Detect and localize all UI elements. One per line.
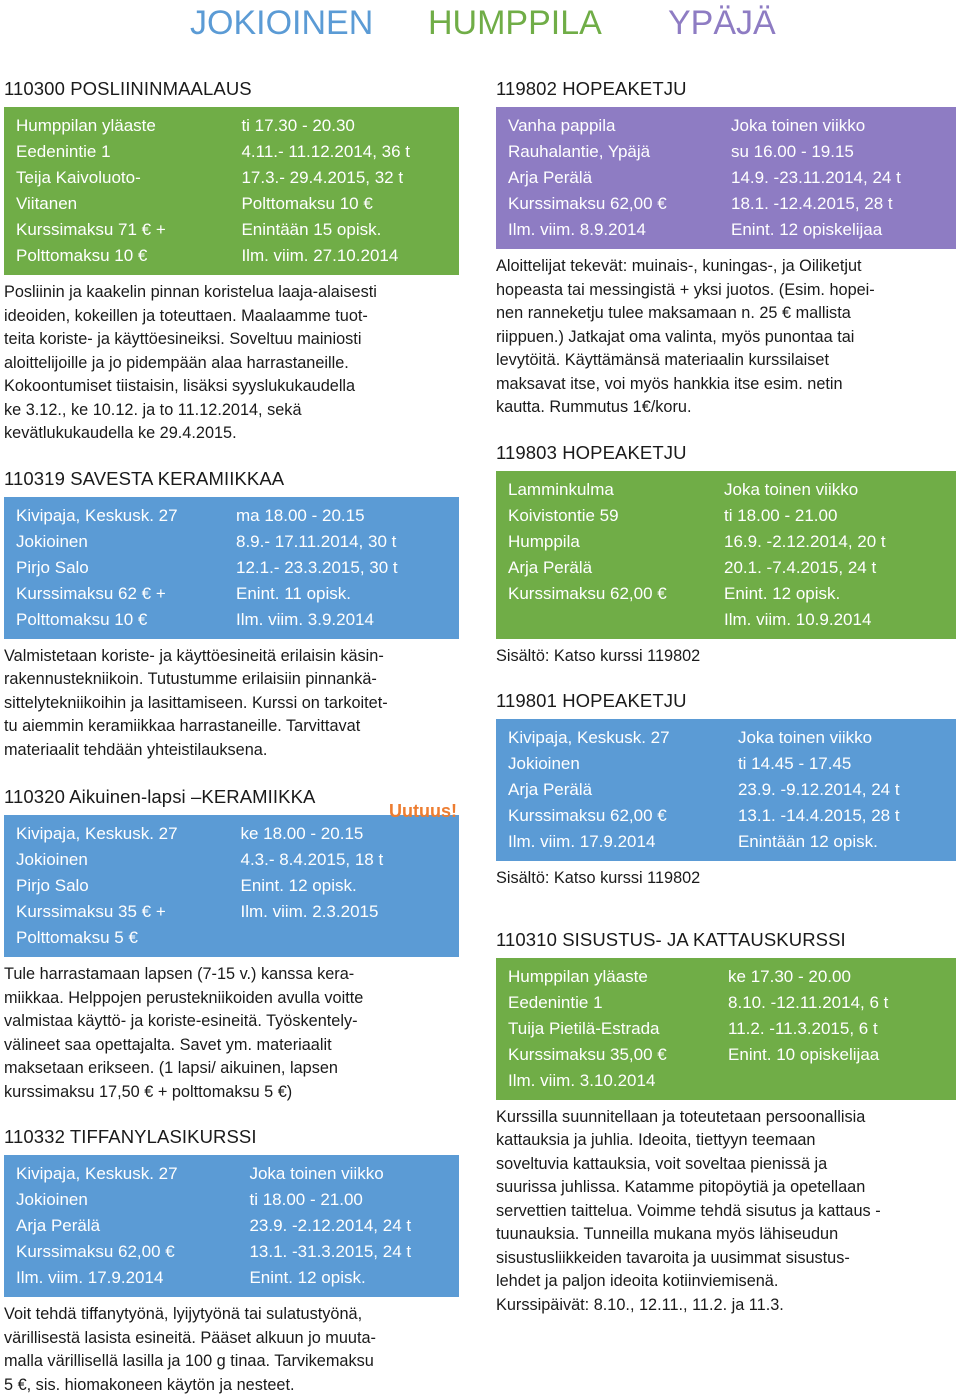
description-line: teita koriste- ja käyttöesineiksi. Soveltuu mainiosti <box>4 328 459 352</box>
info-line: 8.10. -12.11.2014, 6 t <box>728 990 956 1016</box>
info-line <box>508 607 724 633</box>
course-description <box>4 963 459 1104</box>
description-line: Valmistetaan koriste- ja käyttöesineitä erilaisin käsin- <box>4 645 459 669</box>
course-110300 <box>4 78 459 446</box>
info-line: 16.9. -2.12.2014, 20 t <box>724 529 944 555</box>
description-line: materiaalit tehdään yhteistilauksena. <box>4 739 459 763</box>
info-line: 23.9. -2.12.2014, 24 t <box>249 1213 459 1239</box>
info-line: Tuija Pietilä-Estrada <box>508 1016 728 1042</box>
course-title: 119801 HOPEAKETJU <box>496 690 956 712</box>
info-line: ke 18.00 - 20.15 <box>240 821 459 847</box>
info-line: ti 18.00 - 21.00 <box>249 1187 459 1213</box>
info-line: Kurssimaksu 71 € + <box>16 217 241 243</box>
description-line: valmistaa käyttö- ja koriste-esineitä. Työskentely- <box>4 1010 459 1034</box>
info-line: Kivipaja, Keskusk. 27 <box>16 821 240 847</box>
description-line: Kurssipäivät: 8.10., 12.11., 11.2. ja 11.3. <box>496 1294 956 1318</box>
course-description <box>496 255 956 420</box>
info-line: Ilm. viim. 17.9.2014 <box>508 829 738 855</box>
info-line: Enint. 12 opisk. <box>724 581 944 607</box>
description-line: Aloittelijat tekevät: muinais-, kuningas-, ja Oiliketjut <box>496 255 956 279</box>
description-line: nen ranneketju tulee maksamaan n. 25 € mallista <box>496 302 956 326</box>
info-line: Polttomaksu 10 € <box>16 243 241 269</box>
description-line: 5 €, sis. hiomakoneen käytön ja nesteet. <box>4 1374 459 1397</box>
course-info-right <box>249 1161 459 1291</box>
course-info-box <box>496 719 956 861</box>
info-line: 13.1. -31.3.2015, 24 t <box>249 1239 459 1265</box>
info-line: Kurssimaksu 62,00 € <box>508 581 724 607</box>
description-line: lehdet ja paljon ideoita kotiinviemisenä. <box>496 1270 956 1294</box>
info-line: Enint. 12 opisk. <box>240 873 459 899</box>
info-line: Jokioinen <box>16 847 240 873</box>
description-line: Kurssilla suunnitellaan ja toteutetaan persoonallisia <box>496 1106 956 1130</box>
course-110319 <box>4 468 459 763</box>
info-line: 13.1. -14.4.2015, 28 t <box>738 803 956 829</box>
info-line: Ilm. viim. 3.9.2014 <box>236 607 456 633</box>
course-info-box <box>4 815 459 957</box>
info-line: Polttomaksu 5 € <box>16 925 240 951</box>
course-info-left <box>16 1161 249 1291</box>
course-info-right <box>738 725 956 855</box>
info-line: 11.2. -11.3.2015, 6 t <box>728 1016 956 1042</box>
course-info-left <box>16 503 236 633</box>
info-line: 4.11.- 11.12.2014, 36 t <box>241 139 459 165</box>
info-line: Kurssimaksu 62,00 € <box>508 191 731 217</box>
description-line: levytöitä. Käyttämänsä materiaalin kurssilaiset <box>496 349 956 373</box>
info-line: Enint. 12 opisk. <box>249 1265 459 1291</box>
info-line: Enint. 11 opisk. <box>236 581 456 607</box>
description-line: kevätlukukaudella ke 29.4.2015. <box>4 422 459 446</box>
info-line: 14.9. -23.11.2014, 24 t <box>731 165 956 191</box>
info-line: Kurssimaksu 35 € + <box>16 899 240 925</box>
info-line: Pirjo Salo <box>16 873 240 899</box>
course-info-box <box>4 107 459 275</box>
info-line: 4.3.- 8.4.2015, 18 t <box>240 847 459 873</box>
info-line: Joka toinen viikko <box>731 113 956 139</box>
info-line: Kurssimaksu 62,00 € <box>508 803 738 829</box>
course-title: 110320 Aikuinen-lapsi –KERAMIIKKA <box>4 786 459 808</box>
info-line: ma 18.00 - 20.15 <box>236 503 456 529</box>
new-badge: Uutuus! <box>389 801 457 822</box>
course-title: 110310 SISUSTUS- JA KATTAUSKURSSI <box>496 929 956 951</box>
info-line: Arja Perälä <box>508 555 724 581</box>
description-line: aloittelijoille ja jo pidempään alaa harrastaneille. <box>4 352 459 376</box>
info-line: Ilm. viim. 3.10.2014 <box>508 1068 728 1094</box>
left-column <box>4 78 459 1397</box>
info-line: 20.1. -7.4.2015, 24 t <box>724 555 944 581</box>
info-line: Jokioinen <box>508 751 738 777</box>
right-column <box>496 78 956 1317</box>
course-title: 110300 POSLIININMAALAUS <box>4 78 459 100</box>
description-line: maksetaan erikseen. (1 lapsi/ aikuinen, lapsen <box>4 1057 459 1081</box>
course-info-right <box>728 964 956 1094</box>
info-line: Viitanen <box>16 191 241 217</box>
description-line: soveltuvia kattauksia, voit soveltaa pienissä ja <box>496 1153 956 1177</box>
course-info-right <box>241 113 459 269</box>
course-info-left <box>16 821 240 951</box>
info-line: Ilm. viim. 17.9.2014 <box>16 1265 249 1291</box>
course-info-box <box>496 107 956 249</box>
info-line: Enint. 12 opiskelijaa <box>731 217 956 243</box>
course-110310 <box>496 929 956 1318</box>
description-line: malla värillisellä lasilla ja 100 g tinaa. Tarvikemaksu <box>4 1350 459 1374</box>
header-jokioinen: JOKIOINEN <box>190 2 373 44</box>
description-line: Sisältö: Katso kurssi 119802 <box>496 867 956 891</box>
description-line: kurssimaksu 17,50 € + polttomaksu 5 €) <box>4 1081 459 1105</box>
description-line: servettien taittelua. Voimme tehdä sisutus ja kattaus - <box>496 1200 956 1224</box>
info-line: Ilm. viim. 10.9.2014 <box>724 607 944 633</box>
info-line: Humppilan yläaste <box>16 113 241 139</box>
info-line: Koivistontie 59 <box>508 503 724 529</box>
info-line: Kurssimaksu 62 € + <box>16 581 236 607</box>
course-description <box>496 645 956 669</box>
info-line: Arja Perälä <box>16 1213 249 1239</box>
page-header <box>0 2 960 44</box>
description-line: Kokoontumiset tiistaisin, lisäksi syyslukukaudella <box>4 375 459 399</box>
info-line: Humppila <box>508 529 724 555</box>
info-line <box>240 925 459 951</box>
course-110320 <box>4 786 459 1104</box>
course-info-right <box>731 113 956 243</box>
info-line: Enint. 10 opiskelijaa <box>728 1042 956 1068</box>
description-line: maksavat itse, voi myös hankkia itse esim. netin <box>496 373 956 397</box>
info-line: Ilm. viim. 27.10.2014 <box>241 243 459 269</box>
info-line: Joka toinen viikko <box>738 725 956 751</box>
info-line: Polttomaksu 10 € <box>16 607 236 633</box>
info-line: Enintään 12 opisk. <box>738 829 956 855</box>
course-info-left <box>508 725 738 855</box>
info-line: ke 17.30 - 20.00 <box>728 964 956 990</box>
course-description <box>4 281 459 446</box>
info-line: Arja Perälä <box>508 165 731 191</box>
info-line: 17.3.- 29.4.2015, 32 t <box>241 165 459 191</box>
description-line: Sisältö: Katso kurssi 119802 <box>496 645 956 669</box>
course-110332 <box>4 1126 459 1397</box>
info-line: Enintään 15 opisk. <box>241 217 459 243</box>
description-line: riippuen.) Jatkajat oma valinta, myös punontaa tai <box>496 326 956 350</box>
description-line: tuunauksia. Tunneilla mukana myös lähiseudun <box>496 1223 956 1247</box>
info-line: Eedenintie 1 <box>508 990 728 1016</box>
info-line: ti 17.30 - 20.30 <box>241 113 459 139</box>
description-line: sittelytekniikoihin ja lasittamiseen. Kurssi on tarkoitet- <box>4 692 459 716</box>
course-description <box>496 1106 956 1318</box>
info-line: Jokioinen <box>16 1187 249 1213</box>
course-description <box>4 645 459 763</box>
course-info-box <box>4 497 459 639</box>
description-line: sisustusliikkeiden tavaroita ja uusimmat sisustus- <box>496 1247 956 1271</box>
description-line: kattauksia ja juhlia. Ideoita, tiettyyn teemaan <box>496 1129 956 1153</box>
description-line: ke 3.12., ke 10.12. ja to 11.12.2014, sekä <box>4 399 459 423</box>
info-line: Ilm. viim. 2.3.2015 <box>240 899 459 925</box>
header-ypaja: YPÄJÄ <box>668 2 776 44</box>
info-line: 12.1.- 23.3.2015, 30 t <box>236 555 456 581</box>
info-line: su 16.00 - 19.15 <box>731 139 956 165</box>
info-line: Rauhalantie, Ypäjä <box>508 139 731 165</box>
info-line: Pirjo Salo <box>16 555 236 581</box>
info-line: Kivipaja, Keskusk. 27 <box>508 725 738 751</box>
course-119802 <box>496 78 956 420</box>
course-info-box <box>4 1155 459 1297</box>
info-line: Lamminkulma <box>508 477 724 503</box>
info-line: ti 18.00 - 21.00 <box>724 503 944 529</box>
description-line: tu aiemmin keramiikkaa harrastaneille. Tarvittavat <box>4 715 459 739</box>
course-119801 <box>496 690 956 891</box>
description-line: ideoiden, kokeillen ja toteuttaen. Maalaamme tuot- <box>4 305 459 329</box>
course-info-box <box>496 958 956 1100</box>
course-info-box <box>496 471 956 639</box>
description-line: Posliinin ja kaakelin pinnan koristelua laaja-alaisesti <box>4 281 459 305</box>
info-line: ti 14.45 - 17.45 <box>738 751 956 777</box>
course-title: 110319 SAVESTA KERAMIIKKAA <box>4 468 459 490</box>
course-119803 <box>496 442 956 669</box>
description-line: välineet saa opettajalta. Savet ym. materiaalit <box>4 1034 459 1058</box>
course-description <box>496 867 956 891</box>
course-title: 119802 HOPEAKETJU <box>496 78 956 100</box>
course-info-left <box>16 113 241 269</box>
course-info-right <box>236 503 456 633</box>
course-info-left <box>508 477 724 633</box>
course-info-left <box>508 113 731 243</box>
info-line: Vanha pappila <box>508 113 731 139</box>
info-line: Kurssimaksu 62,00 € <box>16 1239 249 1265</box>
info-line: Arja Perälä <box>508 777 738 803</box>
course-info-right <box>240 821 459 951</box>
info-line: Jokioinen <box>16 529 236 555</box>
info-line: 18.1. -12.4.2015, 28 t <box>731 191 956 217</box>
info-line: Kivipaja, Keskusk. 27 <box>16 503 236 529</box>
info-line: Kurssimaksu 35,00 € <box>508 1042 728 1068</box>
header-humppila: HUMPPILA <box>428 2 602 44</box>
info-line: 23.9. -9.12.2014, 24 t <box>738 777 956 803</box>
info-line: Polttomaksu 10 € <box>241 191 459 217</box>
description-line: suurissa juhlissa. Katamme pitopöytiä ja opetellaan <box>496 1176 956 1200</box>
description-line: rakennustekniikoin. Tutustumme erilaisiin pinnankä- <box>4 668 459 692</box>
info-line: Ilm. viim. 8.9.2014 <box>508 217 731 243</box>
description-line: Tule harrastamaan lapsen (7-15 v.) kanssa kera- <box>4 963 459 987</box>
info-line: 8.9.- 17.11.2014, 30 t <box>236 529 456 555</box>
info-line: Eedenintie 1 <box>16 139 241 165</box>
description-line: miikkaa. Helppojen perustekniikoiden avulla voitte <box>4 987 459 1011</box>
course-title: 119803 HOPEAKETJU <box>496 442 956 464</box>
description-line: hopeasta tai messingistä + yksi juotos. (Esim. hopei- <box>496 279 956 303</box>
course-description <box>4 1303 459 1397</box>
course-title: 110332 TIFFANYLASIKURSSI <box>4 1126 459 1148</box>
description-line: Voit tehdä tiffanytyönä, lyijytyönä tai sulatustyönä, <box>4 1303 459 1327</box>
course-info-left <box>508 964 728 1094</box>
course-info-right <box>724 477 944 633</box>
info-line: Teija Kaivoluoto- <box>16 165 241 191</box>
info-line: Joka toinen viikko <box>724 477 944 503</box>
info-line: Joka toinen viikko <box>249 1161 459 1187</box>
info-line <box>728 1068 956 1094</box>
info-line: Kivipaja, Keskusk. 27 <box>16 1161 249 1187</box>
description-line: kautta. Rummutus 1€/koru. <box>496 396 956 420</box>
description-line: värillisestä lasista esineitä. Pääset alkuun jo muuta- <box>4 1327 459 1351</box>
info-line: Humppilan yläaste <box>508 964 728 990</box>
